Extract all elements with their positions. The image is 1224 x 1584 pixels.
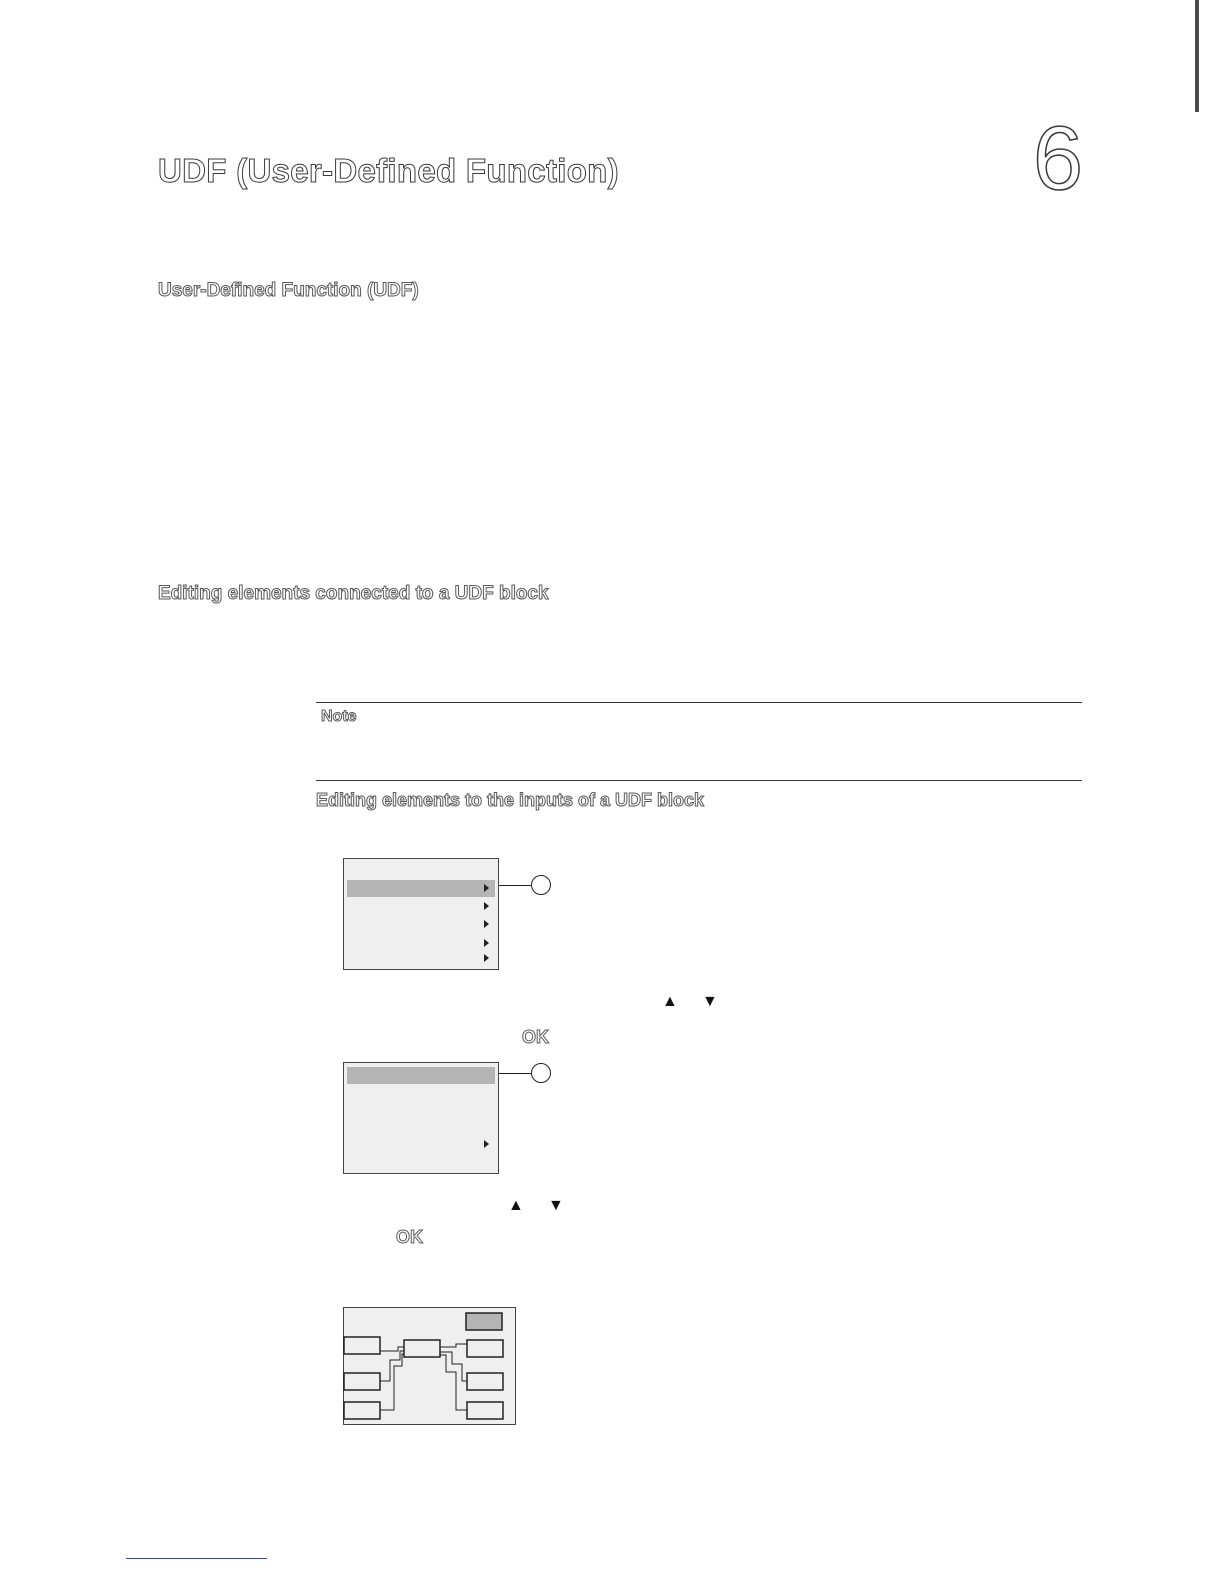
- subsection-heading-inputs: Editing elements to the inputs of a UDF block: [316, 790, 705, 810]
- down-key-icon: ▼: [702, 993, 718, 1010]
- output-block[interactable]: [467, 1340, 503, 1357]
- callout-circle-2: [531, 1063, 551, 1083]
- up-key-icon: ▲: [662, 993, 678, 1010]
- footer-link-underline[interactable]: [126, 1558, 267, 1559]
- block-diagram: [343, 1307, 516, 1425]
- callout-circle-1: [531, 875, 551, 895]
- output-block[interactable]: [467, 1373, 503, 1390]
- lcd-row[interactable]: [347, 1136, 495, 1153]
- arrow-right-icon: [484, 1140, 489, 1148]
- input-block[interactable]: [344, 1337, 380, 1354]
- note-label: Note: [321, 708, 357, 725]
- note-bottom-rule: [316, 780, 1082, 781]
- down-key-icon: ▼: [548, 1197, 564, 1214]
- lcd-menu-row[interactable]: [347, 935, 495, 952]
- input-block[interactable]: [344, 1373, 380, 1390]
- arrow-right-icon: [484, 939, 489, 947]
- chapter-marker-bar: [1195, 0, 1199, 112]
- callout-line-1: [499, 885, 531, 886]
- up-key-icon: ▲: [508, 1197, 524, 1214]
- section-heading-udf: User-Defined Function (UDF): [158, 280, 419, 301]
- udf-block[interactable]: [404, 1340, 440, 1357]
- ok-key-label: OK: [396, 1227, 423, 1247]
- callout-line-2: [499, 1073, 531, 1074]
- lcd-menu-row[interactable]: [347, 953, 495, 970]
- lcd-display-selection: [343, 1062, 499, 1174]
- output-block[interactable]: [467, 1402, 503, 1419]
- note-top-rule: [316, 702, 1082, 703]
- selected-block[interactable]: [466, 1313, 502, 1330]
- chapter-title: UDF (User-Defined Function): [158, 152, 619, 189]
- lcd-menu-row-selected[interactable]: [347, 880, 495, 897]
- arrow-right-icon: [484, 920, 489, 928]
- lcd-row-selected[interactable]: [347, 1067, 495, 1084]
- arrow-right-icon: [484, 902, 489, 910]
- input-block[interactable]: [344, 1402, 380, 1419]
- lcd-display-menu: [343, 858, 499, 970]
- section-heading-editing: Editing elements connected to a UDF block: [158, 583, 549, 604]
- chapter-number: 6: [1033, 109, 1084, 209]
- ok-key-label: OK: [522, 1027, 549, 1047]
- arrow-right-icon: [484, 884, 489, 892]
- arrow-right-icon: [484, 954, 489, 962]
- lcd-menu-row[interactable]: [347, 898, 495, 915]
- lcd-menu-row[interactable]: [347, 916, 495, 933]
- lcd-display-block-diagram: [343, 1307, 516, 1425]
